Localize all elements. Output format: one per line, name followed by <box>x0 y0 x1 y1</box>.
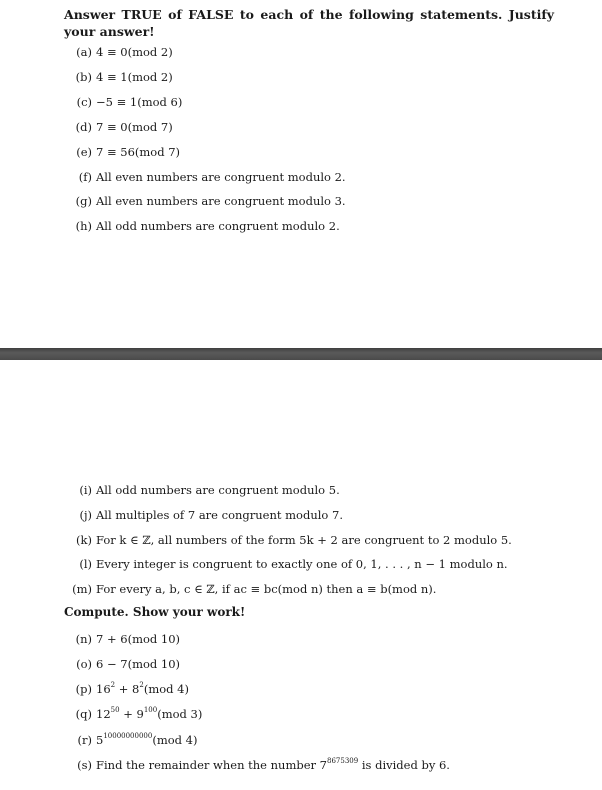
expr-exponent: 100 <box>143 706 158 714</box>
expr-modulus: (mod 4) <box>143 682 189 696</box>
expr-exponent: 2 <box>110 681 116 689</box>
compute-item-s <box>68 757 450 773</box>
item-label: (s) <box>77 758 92 772</box>
expr-middle: + 8 <box>115 682 140 696</box>
compute-item-o <box>68 656 180 672</box>
item-label: (h) <box>75 219 92 233</box>
item-label: (i) <box>79 483 92 497</box>
item-text: For k ∈ ℤ, all numbers of the form 5k + 2 are congruent to 2 modulo 5. <box>96 533 512 547</box>
question-item-m <box>68 581 436 597</box>
item-text: All multiples of 7 are congruent modulo 7. <box>96 508 343 522</box>
expr-exponent: 10000000000 <box>103 732 153 740</box>
item-label: (g) <box>75 194 92 208</box>
question-item-h <box>68 218 340 234</box>
item-label: (n) <box>75 632 92 646</box>
question-item-i <box>68 482 340 498</box>
expr-base: 16 <box>96 682 111 696</box>
item-label: (p) <box>75 682 92 696</box>
item-label: (o) <box>76 657 92 671</box>
item-label: (f) <box>78 170 92 184</box>
item-label: (m) <box>72 582 92 596</box>
item-label: (r) <box>77 733 92 747</box>
item-math: 7 ≡ 56(mod 7) <box>96 145 181 159</box>
expr-exponent: 8675309 <box>327 757 359 765</box>
item-text: All even numbers are congruent modulo 3. <box>96 194 346 208</box>
question-item-b <box>68 69 173 85</box>
item-math: 7 ≡ 0(mod 7) <box>96 120 173 134</box>
expr-base: 5 <box>96 733 104 747</box>
question-item-j <box>68 507 343 523</box>
item-math: 4 ≡ 0(mod 2) <box>96 45 173 59</box>
item-label: (l) <box>79 557 92 571</box>
compute-item-p <box>68 681 189 697</box>
question-item-l <box>68 556 508 572</box>
compute-item-q <box>68 706 202 722</box>
page-2 <box>0 360 602 790</box>
question-item-c <box>68 94 182 110</box>
question-item-a <box>68 44 173 60</box>
expr-modulus: (mod 3) <box>157 707 203 721</box>
question-item-f <box>68 169 346 185</box>
item-text: All odd numbers are congruent modulo 5. <box>96 483 340 497</box>
expr-exponent: 2 <box>139 681 144 689</box>
item-label: (k) <box>76 533 92 547</box>
expr-modulus: (mod 4) <box>152 733 198 747</box>
item-text: Every integer is congruent to exactly one of 0, 1, . . . , n − 1 modulo n. <box>96 557 508 571</box>
expr-base: 12 <box>96 707 111 721</box>
compute-heading: Compute. Show your work! <box>64 605 246 619</box>
item-text: All odd numbers are congruent modulo 2. <box>96 219 340 233</box>
item-text: For every a, b, c ∈ ℤ, if ac ≡ bc(mod n) then a ≡ b(mod n). <box>96 582 437 596</box>
expr-exponent: 50 <box>110 706 120 714</box>
question-item-d <box>68 119 173 135</box>
item-label: (q) <box>75 707 92 721</box>
page-separator <box>0 348 602 360</box>
question-item-g <box>68 193 346 209</box>
item-label: (j) <box>79 508 92 522</box>
item-label: (d) <box>75 120 92 134</box>
item-label: (b) <box>75 70 92 84</box>
expr-prefix: Find the remainder when the number 7 <box>96 758 327 772</box>
compute-item-r <box>68 732 197 748</box>
expr-suffix: is divided by 6. <box>358 758 450 772</box>
item-math: 4 ≡ 1(mod 2) <box>96 70 173 84</box>
item-expression: 6 − 7(mod 10) <box>96 657 181 671</box>
item-label: (e) <box>76 145 92 159</box>
question-item-e <box>68 144 180 160</box>
item-label: (a) <box>76 45 92 59</box>
question-item-k <box>68 532 512 548</box>
expr-middle: + 9 <box>119 707 144 721</box>
compute-item-n <box>68 631 180 647</box>
page-1 <box>0 0 602 348</box>
item-label: (c) <box>76 95 92 109</box>
item-expression: 7 + 6(mod 10) <box>96 632 181 646</box>
item-math: −5 ≡ 1(mod 6) <box>96 95 183 109</box>
question-heading: Answer TRUE of FALSE to each of the following statements. Justify your answer! <box>64 7 554 39</box>
item-text: All even numbers are congruent modulo 2. <box>96 170 346 184</box>
